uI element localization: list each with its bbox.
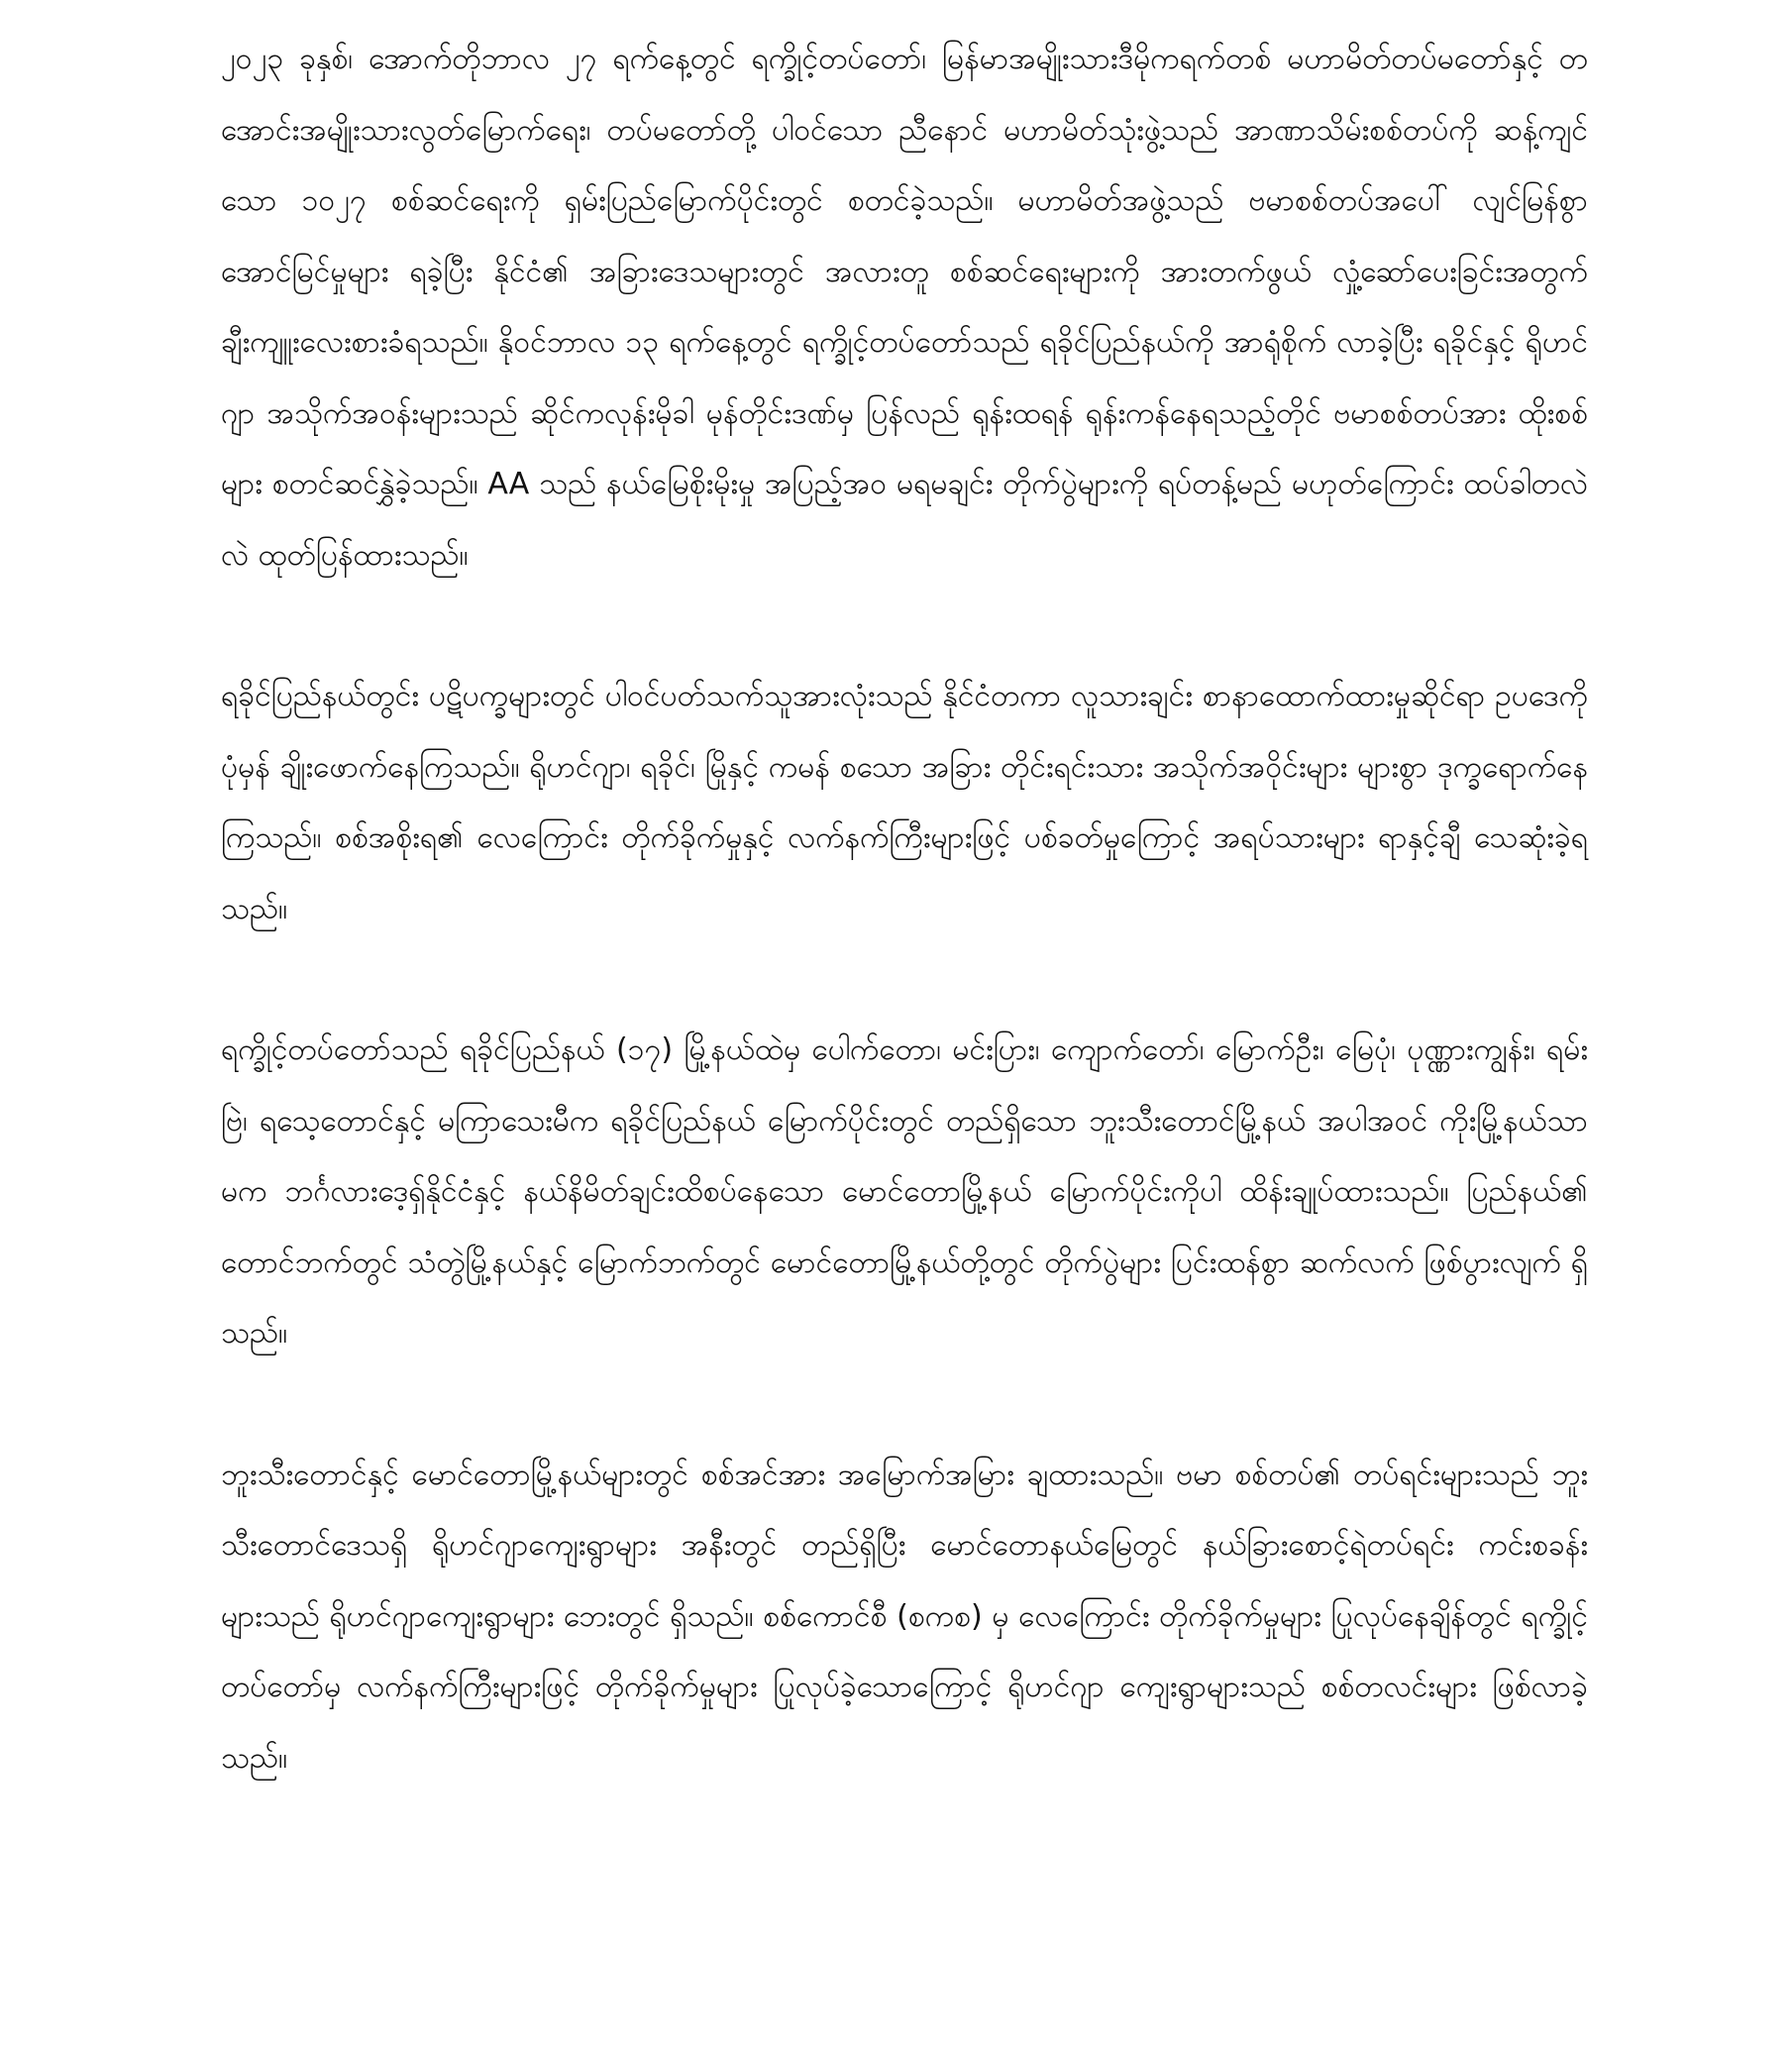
paragraph-4: ဘူးသီးတောင်နှင့် မောင်တောမြို့နယ်များတွင် စစ်အင်အား အမြောက်အမြား ချထားသည်။ ဗမာ စစ်တပ်၏ တပ်ရင်းများသည် ဘူးသီးတောင်ဒေသရှိ ရိုဟင်ဂျာကျေးရွာများ အနီးတွင် တည်ရှိပြီး မောင်တောနယ်မြေတွင် နယ်ခြားစောင့်ရဲတပ်ရင်း ကင်းစခန်းများသည် ရိုဟင်ဂျာကျေးရွာများ ဘေးတွင် ရှိသည်။ စစ်ကောင်စီ (စကစ) မှ လေကြောင်း တိုက်ခိုက်မှုများ ပြုလုပ်နေချိန်တွင် ရက္ခိုင့်တပ်တော်မှ လက်နက်ကြီးများဖြင့် တိုက်ခိုက်မှုများ ပြုလုပ်ခဲ့သောကြောင့် ရိုဟင်ဂျာ ကျေးရွာများသည် စစ်တလင်းများ ဖြစ်လာခဲ့သည်။	[221, 1457, 1588, 1776]
document-body	[221, 24, 1588, 1793]
paragraph-1: ၂၀၂၃ ခုနှစ်၊ အောက်တိုဘာလ ၂၇ ရက်နေ့တွင် ရက္ခိုင့်တပ်တော်၊ မြန်မာအမျိုးသားဒီမိုကရက်တစ် မဟာမိတ်တပ်မတော်နှင့် တအောင်းအမျိုးသားလွတ်မြောက်ရေး၊ တပ်မတော်တို့ ပါဝင်သော ညီနောင် မဟာမိတ်သုံးဖွဲ့သည် အာဏာသိမ်းစစ်တပ်ကို ဆန့်ကျင်သော ၁၀၂၇ စစ်ဆင်ရေးကို ရှမ်းပြည်မြောက်ပိုင်းတွင် စတင်ခဲ့သည်။ မဟာမိတ်အဖွဲ့သည် ဗမာစစ်တပ်အပေါ် လျင်မြန်စွာ အောင်မြင်မှုများ ရခဲ့ပြီး နိုင်ငံ၏ အခြားဒေသများတွင် အလားတူ စစ်ဆင်ရေးများကို အားတက်ဖွယ် လှုံ့ဆော်ပေးခြင်းအတွက် ချီးကျူးလေးစားခံရသည်။ နိုဝင်ဘာလ ၁၃ ရက်နေ့တွင် ရက္ခိုင့်တပ်တော်သည် ရခိုင်ပြည်နယ်ကို အာရုံစိုက် လာခဲ့ပြီး ရခိုင်နှင့် ရိုဟင်ဂျာ အသိုက်အဝန်းများသည် ဆိုင်ကလုန်းမိုခါ မုန်တိုင်းဒဏ်မှ ပြန်လည် ရုန်းထရန် ရုန်းကန်နေရသည့်တိုင် ဗမာစစ်တပ်အား ထိုးစစ်များ စတင်ဆင်နွှဲခဲ့သည်။ AA သည် နယ်မြေစိုးမိုးမှု အပြည့်အဝ မရမချင်း တိုက်ပွဲများကို ရပ်တန့်မည် မဟုတ်ကြောင်း ထပ်ခါတလဲလဲ ထုတ်ပြန်ထားသည်။	[221, 42, 1588, 573]
paragraph-3: ရက္ခိုင့်တပ်တော်သည် ရခိုင်ပြည်နယ် (၁၇) မြို့နယ်ထဲမှ ပေါက်တော၊ မင်းပြား၊ ကျောက်တော်၊ မြောက်ဦး၊ မြေပုံ၊ ပုဏ္ဏားကျွန်း၊ ရမ်းဗြဲ၊ ရသေ့တောင်နှင့် မကြာသေးမီက ရခိုင်ပြည်နယ် မြောက်ပိုင်းတွင် တည်ရှိသော ဘူးသီးတောင်မြို့နယ် အပါအဝင် ကိုးမြို့နယ်သာမက ဘင်္ဂလားဒေ့ရှ်နိုင်ငံနှင့် နယ်နိမိတ်ချင်းထိစပ်နေသော မောင်တောမြို့နယ် မြောက်ပိုင်းကိုပါ ထိန်းချုပ်ထားသည်။ ပြည်နယ်၏ တောင်ဘက်တွင် သံတွဲမြို့နယ်နှင့် မြောက်ဘက်တွင် မောင်တောမြို့နယ်တို့တွင် တိုက်ပွဲများ ပြင်းထန်စွာ ဆက်လက် ဖြစ်ပွားလျက် ရှိသည်။	[221, 1032, 1588, 1351]
paragraph-2: ရခိုင်ပြည်နယ်တွင်း ပဋိပက္ခများတွင် ပါဝင်ပတ်သက်သူအားလုံးသည် နိုင်ငံတကာ လူသားချင်း စာနာထောက်ထားမှုဆိုင်ရာ ဥပဒေကို ပုံမှန် ချိုးဖောက်နေကြသည်။ ရိုဟင်ဂျာ၊ ရခိုင်၊ မြိုနှင့် ကမန် စသော အခြား တိုင်းရင်းသား အသိုက်အဝိုင်းများ များစွာ ဒုက္ခရောက်နေကြသည်။ စစ်အစိုးရ၏ လေကြောင်း တိုက်ခိုက်မှုနှင့် လက်နက်ကြီးများဖြင့် ပစ်ခတ်မှုကြောင့် အရပ်သားများ ရာနှင့်ချီ သေဆုံးခဲ့ရသည်။	[221, 679, 1588, 926]
